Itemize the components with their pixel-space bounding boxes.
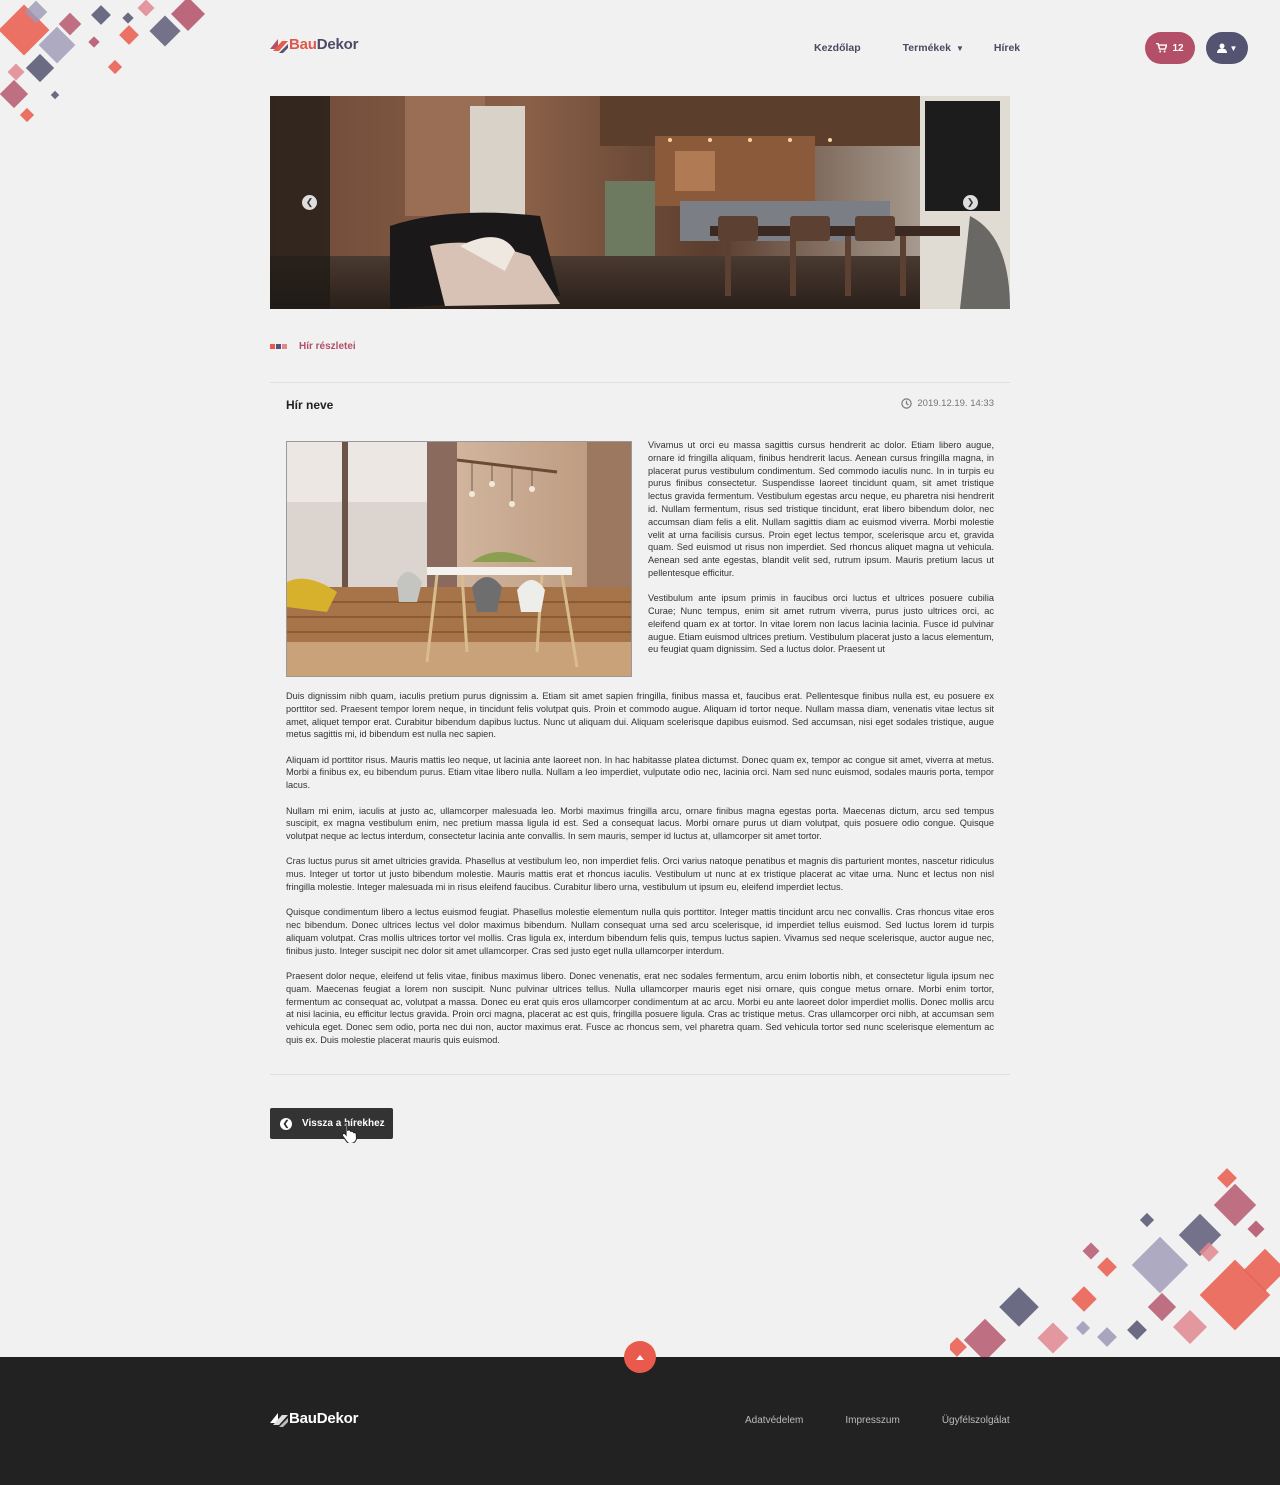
chevron-left-circle-icon: ❮ — [280, 1118, 292, 1130]
nav-products-label: Termékek — [902, 42, 951, 54]
nav-home[interactable]: Kezdőlap — [814, 42, 861, 54]
user-icon — [1217, 43, 1227, 53]
footer-link-imprint[interactable]: Impresszum — [845, 1415, 900, 1426]
footer-link-customer-service[interactable]: Ügyfélszolgálat — [941, 1415, 1010, 1426]
article-side-text — [648, 439, 994, 669]
article-paragraph: Quisque condimentum libero a lectus euismod feugiat. Phasellus molestie elementum nulla quis porttitor. Integer mattis tincidunt arcu nec convallis. Cras rhoncus vitae eros nec bibendum. Donec ultrices lectus vel dolor maximus bibendum. Nullam consequat urna sed arcu scelerisque, id imperdiet tellus euismod. Sed luctus lorem id turpis aliquam volutpat. Cras mollis ultrices tortor vel mollis. Cras ligula ex, interdum bibendum felis quis, tempus luctus sapien. Vivamus sed neque scelerisque, auctor augue nec, finibus justo. Integer suscipit nec dolor sit amet ullamcorper. Cras sed justo eget nulla ullamcorper interdum. — [286, 907, 994, 956]
decorative-diamonds-top-left — [0, 0, 215, 130]
chevron-down-icon: ▼ — [955, 43, 964, 53]
user-menu-button[interactable] — [1206, 32, 1248, 64]
footer-links — [745, 1415, 1010, 1426]
article-paragraph: Vivamus ut orci eu massa sagittis cursus hendrerit ac dolor. Etiam libero augue, ornare id fringilla aliquam, finibus hendrerit lacus. Aenean cursus fringilla magna, in placerat purus vestibulum condimentum. Sed commodo iaculis nunc. In in turpis eu purus finibus consectetur. Suspendisse laoreet tincidunt quam, sit amet tristique lectus gravida fermentum. Vestibulum egestas arcu neque, eu pharetra nisi hendrerit id. Nullam fermentum, risus sed tristique tincidunt, erat libero bibendum dolor, nec accumsan diam felis a elit. Nullam sagittis diam ac euismod viverra. Morbi molestie velit at urna facilisis cursus. Proin eget lectus tempor, scelerisque arcu et, gravida quam. Sed euismod ut risus non imperdiet. Sed rhoncus aliquet magna ut vehicula. Aenean sed ante egestas, blandit velit sed, rutrum ipsum. Mauris pretium lacus ut pellentesque efficitur. — [648, 440, 994, 578]
cart-button[interactable] — [1145, 32, 1195, 64]
nav-products[interactable] — [903, 42, 964, 54]
caret-up-icon — [636, 1355, 644, 1360]
article-image-dining-room — [286, 441, 632, 677]
logo-mark-icon — [270, 1409, 288, 1427]
article-paragraph: Vestibulum ante ipsum primis in faucibus orci luctus et ultrices posuere cubilia Curae; Nunc tempus, enim sit amet rutrum viverra, purus justo ultrices orci, ac eleifend quam ex at tortor. In vitae lorem non lacus lacinia lacinia. Fusce id pulvinar augue. Etiam euismod ultrices pretium. Vestibulum placerat justo a lacus elementum, eu feugiat quam dignissim. Sed a luctus dolor. Praesent ut — [648, 593, 994, 655]
breadcrumb — [270, 341, 356, 352]
scroll-to-top-button[interactable] — [624, 1341, 656, 1373]
brand-name: BauDekor — [289, 35, 359, 53]
chevron-down-icon: ▼ — [1229, 43, 1238, 53]
hand-cursor-icon — [341, 1121, 359, 1143]
logo-mark-icon — [270, 35, 288, 53]
article-date-text: 2019.12.19. 14:33 — [917, 398, 994, 409]
brand-logo[interactable] — [270, 35, 358, 53]
site-footer — [0, 1357, 1280, 1485]
nav-news[interactable]: Hírek — [993, 42, 1021, 54]
article-date — [901, 398, 994, 409]
footer-brand-logo[interactable] — [270, 1409, 358, 1427]
chevron-left-icon[interactable]: ❮ — [302, 195, 317, 210]
hero-image-loft-interior — [270, 96, 1010, 309]
hero-slider — [270, 96, 1010, 309]
footer-link-privacy[interactable]: Adatvédelem — [745, 1415, 804, 1426]
article-paragraph: Nullam mi enim, iaculis at justo ac, ullamcorper malesuada leo. Morbi maximus fringilla arcu, ornare finibus magna egestas porta. Maecenas dictum, arcu sed tempus suscipit, ex magna vestibulum enim, nec pretium massa ligula id est. Sed a consequat lacus. Morbi ornare purus ut diam volutpat, quis posuere odio congue. Quisque volutpat neque ac lectus interdum, consectetur lacinia ante convallis. In sem mauris, semper id luctus at, ullamcorper sit amet tortor. — [286, 805, 994, 842]
article-paragraph: Aliquam id porttitor risus. Mauris mattis leo neque, ut lacinia ante laoreet non. In hac habitasse platea dictumst. Donec quam ex, tempor ac congue sit amet, viverra at metus. Morbi a finibus ex, eu bibendum purus. Etiam vitae libero nulla. Nullam a leo imperdiet, vulputate odio nec, lacinia orci. Nam sed nunc euismod, sodales mauris porta, tempor lacus. — [286, 754, 994, 791]
back-to-news-button[interactable] — [270, 1108, 393, 1139]
news-article — [270, 382, 1010, 1075]
breadcrumb-squares-icon — [270, 344, 288, 349]
site-header — [270, 30, 1248, 66]
article-title: Hír neve — [286, 398, 334, 412]
clock-icon — [901, 398, 912, 409]
article-body-text — [286, 690, 994, 1059]
chevron-right-icon[interactable]: ❯ — [963, 195, 978, 210]
article-paragraph: Cras luctus purus sit amet ultricies gravida. Phasellus at vestibulum leo, non imperdiet felis. Orci varius natoque penatibus et magnis dis parturient montes, nascetur ridiculus mus. Integer ut tortor ut justo bibendum molestie. Mauris mattis erat et rhoncus iaculis. Vestibulum ut nunc at ex tristique placerat ac vitae urna. Nunc et lectus non nisl fringilla molestie. Integer malesuada mi in risus eleifend faucibus. Curabitur libero urna, vestibulum ut ipsum eu, eleifend imperdiet lectus. — [286, 856, 994, 893]
cart-count: 12 — [1172, 42, 1184, 54]
decorative-diamonds-bottom-right — [950, 1165, 1280, 1357]
shopping-cart-icon — [1156, 43, 1167, 53]
breadcrumb-current: Hír részletei — [299, 341, 356, 352]
footer-brand-name: BauDekor — [289, 1409, 359, 1427]
article-paragraph: Duis dignissim nibh quam, iaculis pretium purus dignissim a. Etiam sit amet sapien fringilla, finibus massa et, faucibus erat. Pellentesque finibus nulla est, eu posuere ex porttitor sed. Praesent tempor lorem neque, in tincidunt felis volutpat quis. Proin et commodo augue. Aliquam id tortor neque. Nullam massa diam, venenatis vitae lectus sit amet, aliquet tempor erat. Curabitur bibendum dapibus luctus. Nunc ut aliquam dui. Aliquam scelerisque dapibus euismod. Sed accumsan, nisi eget sodales tristique, augue metus sagittis mi, id bibendum est nulla nec sapien. — [286, 691, 994, 740]
article-paragraph: Praesent dolor neque, eleifend ut felis vitae, finibus maximus libero. Donec venenatis, erat nec sodales fermentum, arcu enim lobortis nibh, et consectetur ligula ipsum nec quam. Maecenas feugiat a lorem non suscipit. Nunc pulvinar ultrices tellus. Nulla ullamcorper mauris eget nisi ornare, quis congue metus ornare. Morbi enim tortor, fermentum ac consequat ac, volutpat a massa. Donec eu erat quis eros ullamcorper condimentum at ac arcu. Morbi eu ante laoreet dolor imperdiet mollis. Donec mollis arcu at nisi lacinia, eu efficitur lectus gravida. Proin orci magna, placerat ac est quis, fringilla posuere ligula. Cras ac tristique metus. Cras ullamcorper orci nibh, at accumsan sem vehicula eget. Donec sem odio, porta nec dui non, auctor maximus erat. Fusce ac rhoncus sem, vel pharetra quam. Sed vehicula tortor sed nunc scelerisque elementum ac quis ex. Duis molestie placerat mauris quis euismod. — [286, 971, 994, 1046]
back-to-news-label: Vissza a hírekhez — [302, 1118, 385, 1129]
main-nav — [814, 42, 1020, 54]
